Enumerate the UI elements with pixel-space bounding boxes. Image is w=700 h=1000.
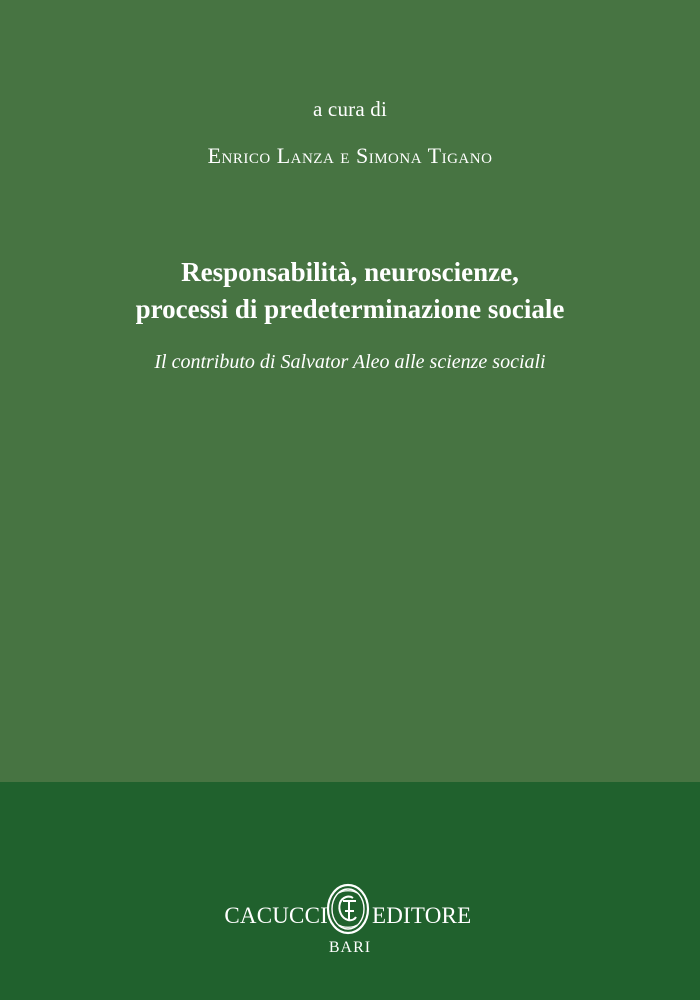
title-line-1: Responsabilità, neuroscienze, xyxy=(181,257,519,287)
book-subtitle: Il contributo di Salvator Aleo alle scienze sociali xyxy=(154,351,546,373)
authors-line: Enrico Lanza e Simona Tigano xyxy=(207,143,493,168)
publisher-city: BARI xyxy=(328,939,372,956)
edited-by-label: a cura di xyxy=(312,97,388,121)
publisher-name-left: CACUCCI xyxy=(224,903,328,928)
book-title xyxy=(40,254,660,328)
publisher-band xyxy=(0,782,700,1000)
publisher-seal-icon xyxy=(325,883,371,935)
title-line-2: processi di predeterminazione sociale xyxy=(135,294,565,324)
publisher-mark xyxy=(0,883,700,935)
publisher-name-right: EDITORE xyxy=(372,903,472,928)
